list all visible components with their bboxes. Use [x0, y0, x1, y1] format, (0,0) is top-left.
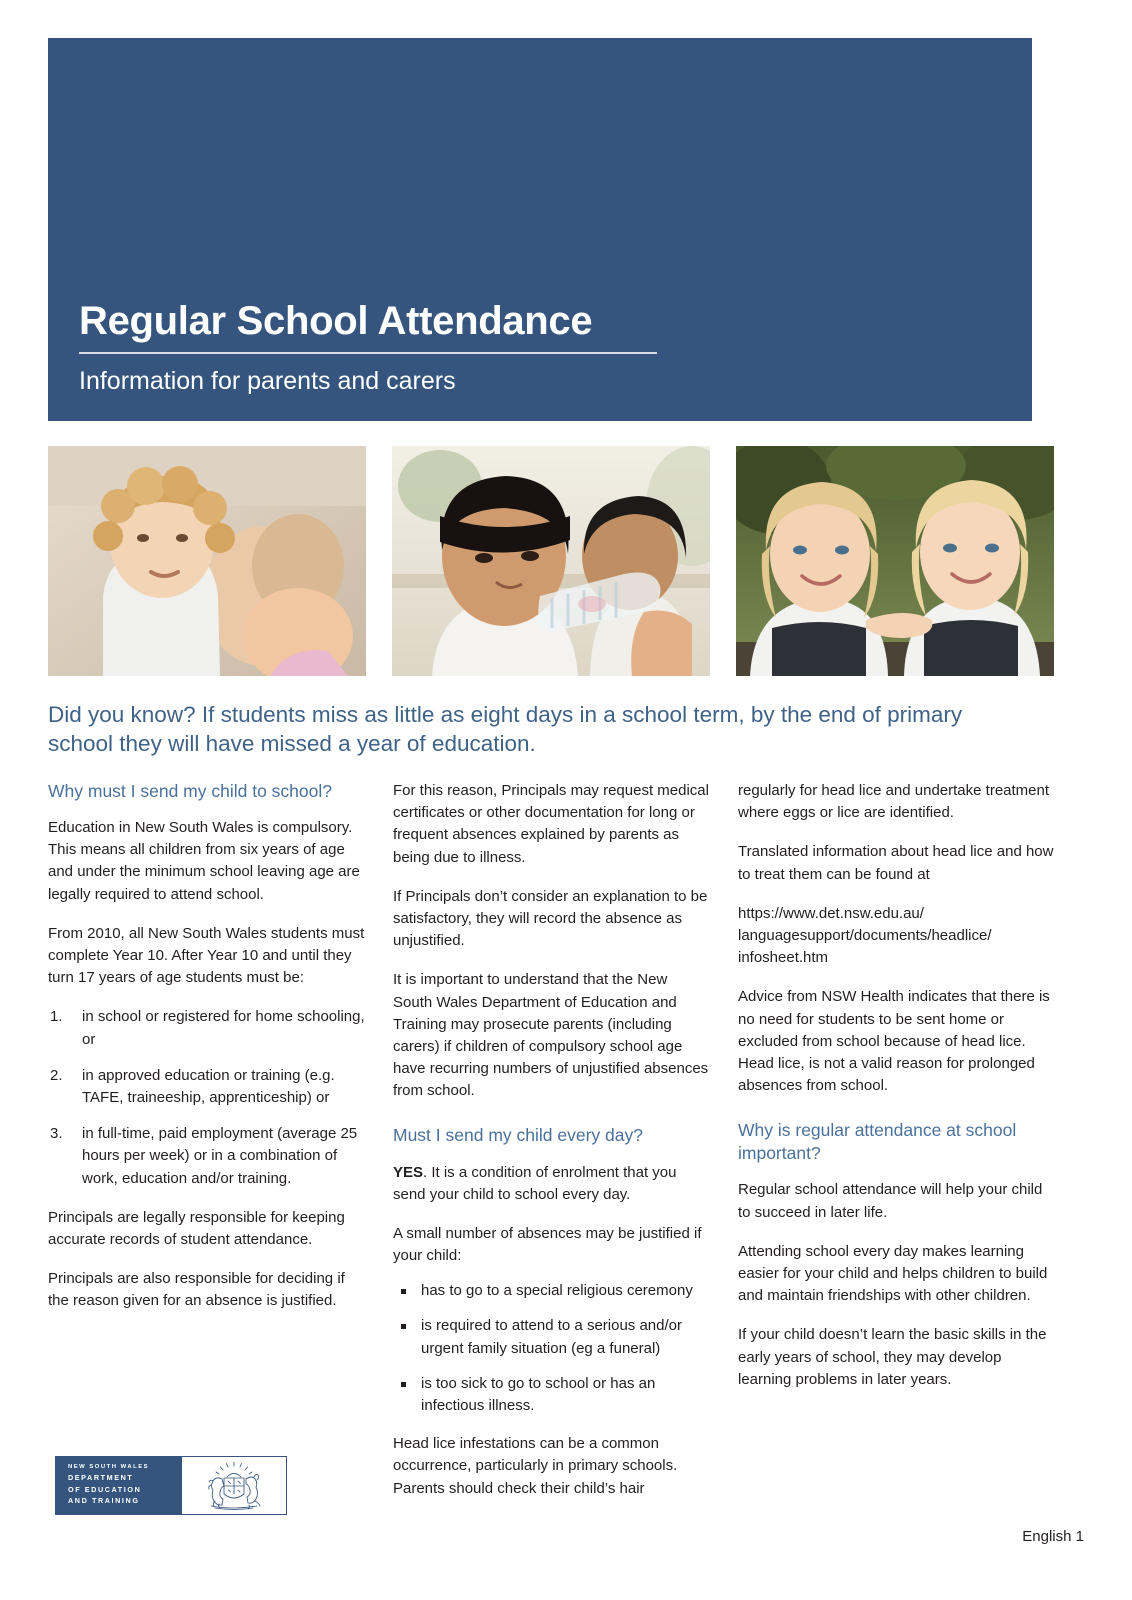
list-item: is required to attend to a serious and/or urgent family situation (eg a funeral) — [393, 1315, 710, 1359]
list-number: 1. — [50, 1008, 63, 1026]
section-heading-send-every-day: Must I send my child every day? — [393, 1125, 643, 1146]
paragraph: Advice from NSW Health indicates that there is no need for students to be sent home or excluded from school because of head lice. Head lice, is not a valid reason for prolonged absences from school. — [738, 988, 1050, 1095]
paragraph: If your child doesn’t learn the basic skills in the early years of school, they may develop learning problems in later years. — [738, 1326, 1047, 1388]
nsw-det-logo — [55, 1456, 287, 1515]
photo-strip — [48, 446, 1056, 676]
coat-of-arms-icon — [182, 1457, 286, 1514]
column-3 — [738, 780, 1055, 1517]
paragraph: A small number of absences may be justified if your child: — [393, 1224, 702, 1265]
paragraph: If Principals don’t consider an explanation to be satisfactory, they will record the absence as unjustified. — [393, 887, 708, 950]
section-heading-why-send-child: Why must I send my child to school? — [48, 781, 332, 801]
page-title: Regular School Attendance — [79, 298, 593, 343]
list-item: is too sick to go to school or has an infectious illness. — [393, 1373, 710, 1417]
paragraph: regularly for head lice and undertake treatment where eggs or lice are identified. — [738, 782, 1050, 822]
column-2 — [393, 780, 710, 1517]
yes-rest: . It is a condition of enrolment that you send your child to school every day. — [393, 1163, 677, 1203]
photo-two-girls-hugging — [736, 446, 1054, 676]
logo-line-nsw: NEW SOUTH WALES — [68, 1464, 150, 1470]
paragraph: Attending school every day makes learning easier for your child and helps children to build and maintain friendships with other children. — [738, 1242, 1048, 1305]
photo-girl-curly-hair — [48, 446, 366, 676]
title-divider — [79, 352, 657, 354]
paragraph: Education in New South Wales is compulsory. This means all children from six years of age and under the minimum school leaving age are legally required to attend school. — [48, 819, 360, 903]
page-label: English 1 — [1022, 1528, 1084, 1545]
paragraph: It is important to understand that the New South Wales Department of Education and Training may prosecute parents (including carers) if children of compulsory school age have recurring numbers of unjustified absences from school. — [393, 971, 709, 1100]
paragraph: Principals are also responsible for deciding if the reason given for an absence is justified. — [48, 1270, 345, 1310]
list-item-text: in school or registered for home schooling, or — [82, 1008, 365, 1048]
paragraph: Regular school attendance will help your child to succeed in later life. — [738, 1181, 1043, 1221]
list-item: has to go to a special religious ceremony — [393, 1280, 710, 1302]
column-1 — [48, 780, 365, 1517]
url-line: https://www.det.nsw.edu.au/ — [738, 904, 924, 922]
url-line: infosheet.htm — [738, 949, 829, 967]
paragraph: Translated information about head lice and how to treat them can be found at — [738, 843, 1054, 883]
photo-boy-drinking-water — [392, 446, 710, 676]
logo-line-and-training: AND TRAINING — [68, 1496, 140, 1506]
paragraph-yes — [393, 1162, 710, 1206]
list-item-text: in full-time, paid employment (average 25 hours per week) or in a combination of work, education and/or training. — [82, 1125, 358, 1187]
paragraph: From 2010, all New South Wales students must complete Year 10. After Year 10 and until they turn 17 years of age students must be: — [48, 924, 365, 987]
url-line: languagesupport/documents/headlice/ — [738, 926, 992, 944]
list-item — [48, 1123, 365, 1190]
logo-wordmark — [56, 1457, 182, 1514]
list-item — [48, 1006, 365, 1050]
header-banner — [48, 38, 1032, 421]
header-text-block — [78, 300, 1002, 396]
list-item-text: in approved education or training (e.g. TAFE, traineeship, apprenticeship) or — [82, 1066, 335, 1106]
list-number: 3. — [50, 1125, 63, 1143]
headlice-url[interactable] — [738, 903, 1055, 970]
paragraph: For this reason, Principals may request medical certificates or other documentation for long or frequent absences explained by parents as being due to illness. — [393, 782, 709, 866]
section-heading-why-attendance-important: Why is regular attendance at school important? — [738, 1120, 1017, 1164]
list-number: 2. — [50, 1066, 63, 1084]
justified-absence-list — [393, 1280, 710, 1417]
page-subtitle: Information for parents and carers — [79, 366, 456, 395]
paragraph: Head lice infestations can be a common occurrence, particularly in primary schools. Parents should check their child’s hair — [393, 1435, 678, 1497]
lead-statement: Did you know? If students miss as little as eight days in a school term, by the end of primary school they will have missed a year of education. — [48, 702, 963, 757]
list-item — [48, 1065, 365, 1109]
requirements-list — [48, 1006, 365, 1189]
logo-line-of-education: OF EDUCATION — [68, 1484, 142, 1494]
logo-line-department: DEPARTMENT — [68, 1473, 134, 1483]
yes-emphasis: YES — [393, 1163, 424, 1181]
content-columns — [48, 780, 1056, 1517]
paragraph: Principals are legally responsible for keeping accurate records of student attendance. — [48, 1208, 345, 1248]
